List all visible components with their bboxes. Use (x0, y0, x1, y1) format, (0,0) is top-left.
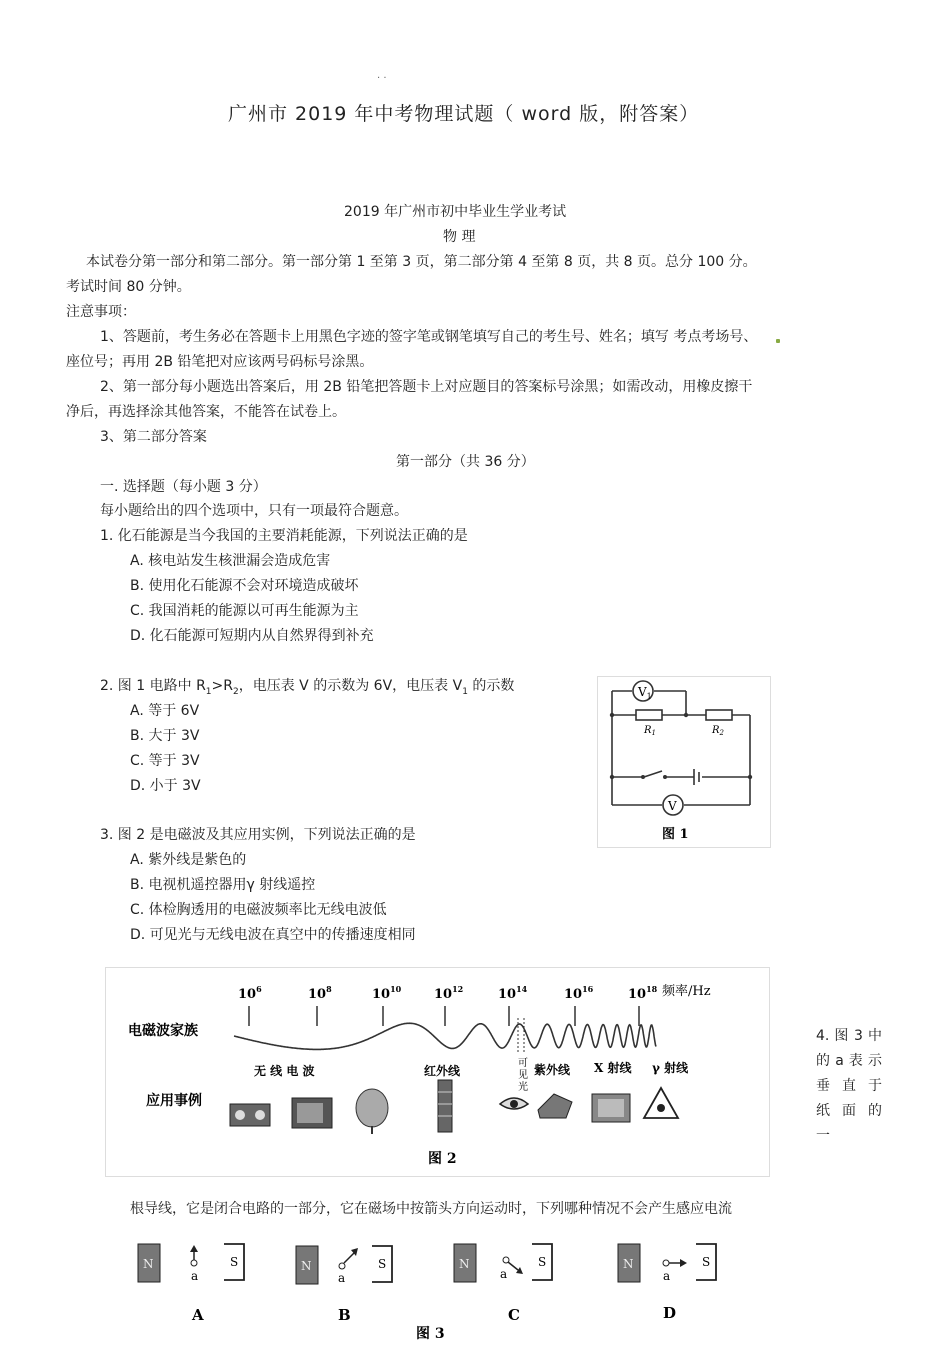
q2-option-a: A. 等于 6V (130, 703, 200, 719)
band-visible-3: 光 (518, 1082, 528, 1093)
v-label: V (668, 799, 677, 813)
row-label-family: 电磁波家族 (128, 1023, 198, 1039)
q1-stem: 1. 化石能源是当今我国的主要消耗能源，下列说法正确的是 (100, 528, 468, 544)
q3-option-a: A. 紫外线是紫色的 (130, 852, 247, 868)
figure-3-caption: 图 3 (416, 1326, 445, 1342)
q3-option-c: C. 体检胸透用的电磁波频率比无线电波低 (130, 902, 387, 918)
frequency-axis-unit: 频率/Hz (662, 984, 711, 999)
q4-side-text: 4. 图 3 中 的 a 表 示 垂 直 于 纸 面 的 一 (816, 1028, 882, 1144)
wire-label-a: a (191, 1269, 199, 1283)
radio-icon (230, 1104, 270, 1126)
option-label-b: B (338, 1306, 351, 1324)
q1-option-a: A. 核电站发生核泄漏会造成危害 (130, 553, 331, 569)
magnet-n-d: N (623, 1257, 634, 1271)
intro-line-2: 考试时间 80 分钟。 (66, 279, 191, 295)
circuit-diagram (598, 677, 770, 847)
band-xray: X 射线 (594, 1061, 632, 1075)
freq-label-3: $10^{10}$ (372, 984, 402, 1002)
wire-label-d: a (663, 1269, 671, 1283)
band-gamma: γ 射线 (652, 1061, 689, 1075)
q2-stem-part-d: 的示数 (467, 678, 515, 694)
radiation-icon (644, 1088, 678, 1118)
option-label-a: A (192, 1306, 204, 1324)
q3-option-d: D. 可见光与无线电波在真空中的传播速度相同 (130, 927, 416, 943)
note-2-line-1: 2、第一部分每小题选出答案后，用 2B 铅笔把答题卡上对应题目的答案标号涂黑；如需改动，用橡皮擦干 (100, 379, 753, 395)
v1-label: $V_1$ (638, 685, 652, 701)
magnet-s-a: S (230, 1255, 239, 1269)
q4-stem: 根导线，它是闭合电路的一部分，它在磁场中按箭头方向运动时，下列哪种情况不会产生感应电流 (130, 1201, 732, 1217)
freq-label-5: $10^{14}$ (498, 984, 528, 1002)
q2-sub-2: 2 (233, 686, 239, 697)
magnet-n-c: N (459, 1257, 470, 1271)
xray-image-icon (592, 1094, 630, 1122)
q1-option-c: C. 我国消耗的能源以可再生能源为主 (130, 603, 359, 619)
q2-stem-part-b: >R (211, 678, 233, 694)
option-label-c: C (508, 1306, 520, 1324)
document-title: 广州市 2019 年中考物理试题（ word 版，附答案） (228, 103, 700, 125)
panel-d (618, 1244, 716, 1322)
q1-option-b: B. 使用化石能源不会对环境造成破坏 (130, 578, 359, 594)
magnet-s-d: S (702, 1255, 711, 1269)
band-radio: 无 线 电 波 (254, 1064, 315, 1078)
tv-icon (292, 1098, 332, 1128)
r2-label: $R_2$ (712, 725, 724, 737)
note-1-line-1: 1、答题前，考生务必在答题卡上用黑色字迹的签字笔或钢笔填写自己的考生号、姓名；填写 考点考场号、 (100, 329, 758, 345)
uv-lamp-icon (538, 1094, 572, 1118)
magnet-s-c: S (538, 1255, 547, 1269)
figure-3-magnets (120, 1232, 760, 1344)
q2-sub-3: 1 (462, 686, 468, 697)
panel-a (138, 1244, 244, 1324)
q1-option-d: D. 化石能源可短期内从自然界得到补充 (130, 628, 374, 644)
section1-title: 一. 选择题（每小题 3 分） (100, 479, 267, 495)
magnet-n-a: N (143, 1257, 154, 1271)
row-label-examples: 应用事例 (146, 1093, 202, 1109)
heater-icon (438, 1080, 452, 1132)
q2-sub-1: 1 (205, 686, 212, 697)
figure-2-em-spectrum (105, 967, 770, 1177)
wire-label-b: a (338, 1271, 346, 1285)
note-1-line-2: 座位号；再用 2B 铅笔把对应该两号码标号涂黑。 (66, 354, 374, 370)
header-dots: . . (377, 70, 387, 81)
eye-icon (500, 1098, 528, 1109)
figure-1-caption: 图 1 (662, 827, 689, 842)
magnet-s-b: S (378, 1257, 387, 1271)
satellite-dish-icon (356, 1089, 388, 1134)
q2-stem-part-c: ，电压表 V 的示数为 6V，电压表 V (238, 678, 463, 694)
q2-stem-part-a: 2. 图 1 电路中 R (100, 678, 206, 694)
q3-stem: 3. 图 2 是电磁波及其应用实例，下列说法正确的是 (100, 827, 416, 843)
q2-option-d: D. 小于 3V (130, 778, 201, 794)
note-2-line-2: 净后，再选择涂其他答案，不能答在试卷上。 (66, 404, 346, 420)
q2-option-b: B. 大于 3V (130, 728, 200, 744)
magnet-diagram (120, 1232, 760, 1344)
section1-description: 每小题给出的四个选项中，只有一项最符合题意。 (100, 503, 408, 519)
wire-label-c: a (500, 1267, 508, 1281)
q3-option-b: B. 电视机遥控器用γ 射线遥控 (130, 877, 316, 893)
em-wave-curve (234, 1023, 656, 1049)
exam-title: 2019 年广州市初中毕业生学业考试 (344, 204, 567, 220)
intro-line-1: 本试卷分第一部分和第二部分。第一部分第 1 至第 3 页，第二部分第 4 至第 8 页，共 8 页。总分 100 分。 (86, 254, 757, 270)
subject-title: 物 理 (443, 229, 476, 245)
em-spectrum-diagram (106, 968, 769, 1176)
freq-label-6: $10^{16}$ (564, 984, 594, 1002)
option-label-d: D (663, 1304, 677, 1322)
magnet-n-b: N (301, 1259, 312, 1273)
band-visible-2: 见 (518, 1070, 528, 1081)
notes-heading: 注意事项： (66, 304, 136, 320)
band-visible-1: 可 (518, 1058, 528, 1069)
q2-option-c: C. 等于 3V (130, 753, 200, 769)
part1-heading: 第一部分（共 36 分） (396, 454, 535, 470)
panel-c (454, 1244, 552, 1324)
note-3: 3、第二部分答案 (100, 429, 207, 445)
freq-label-4: $10^{12}$ (434, 984, 464, 1002)
q2-stem (100, 676, 514, 702)
r1-label: $R_1$ (644, 725, 656, 737)
figure-2-caption: 图 2 (428, 1151, 457, 1167)
ink-mark (776, 339, 780, 343)
band-infrared: 红外线 (424, 1064, 461, 1078)
freq-label-2: $10^8$ (308, 984, 332, 1002)
band-ultraviolet: 紫外线 (534, 1063, 571, 1077)
panel-b (296, 1246, 392, 1324)
figure-1-circuit (597, 676, 771, 848)
freq-label-7: $10^{18}$ (628, 984, 658, 1002)
freq-label-1: $10^6$ (238, 984, 262, 1002)
